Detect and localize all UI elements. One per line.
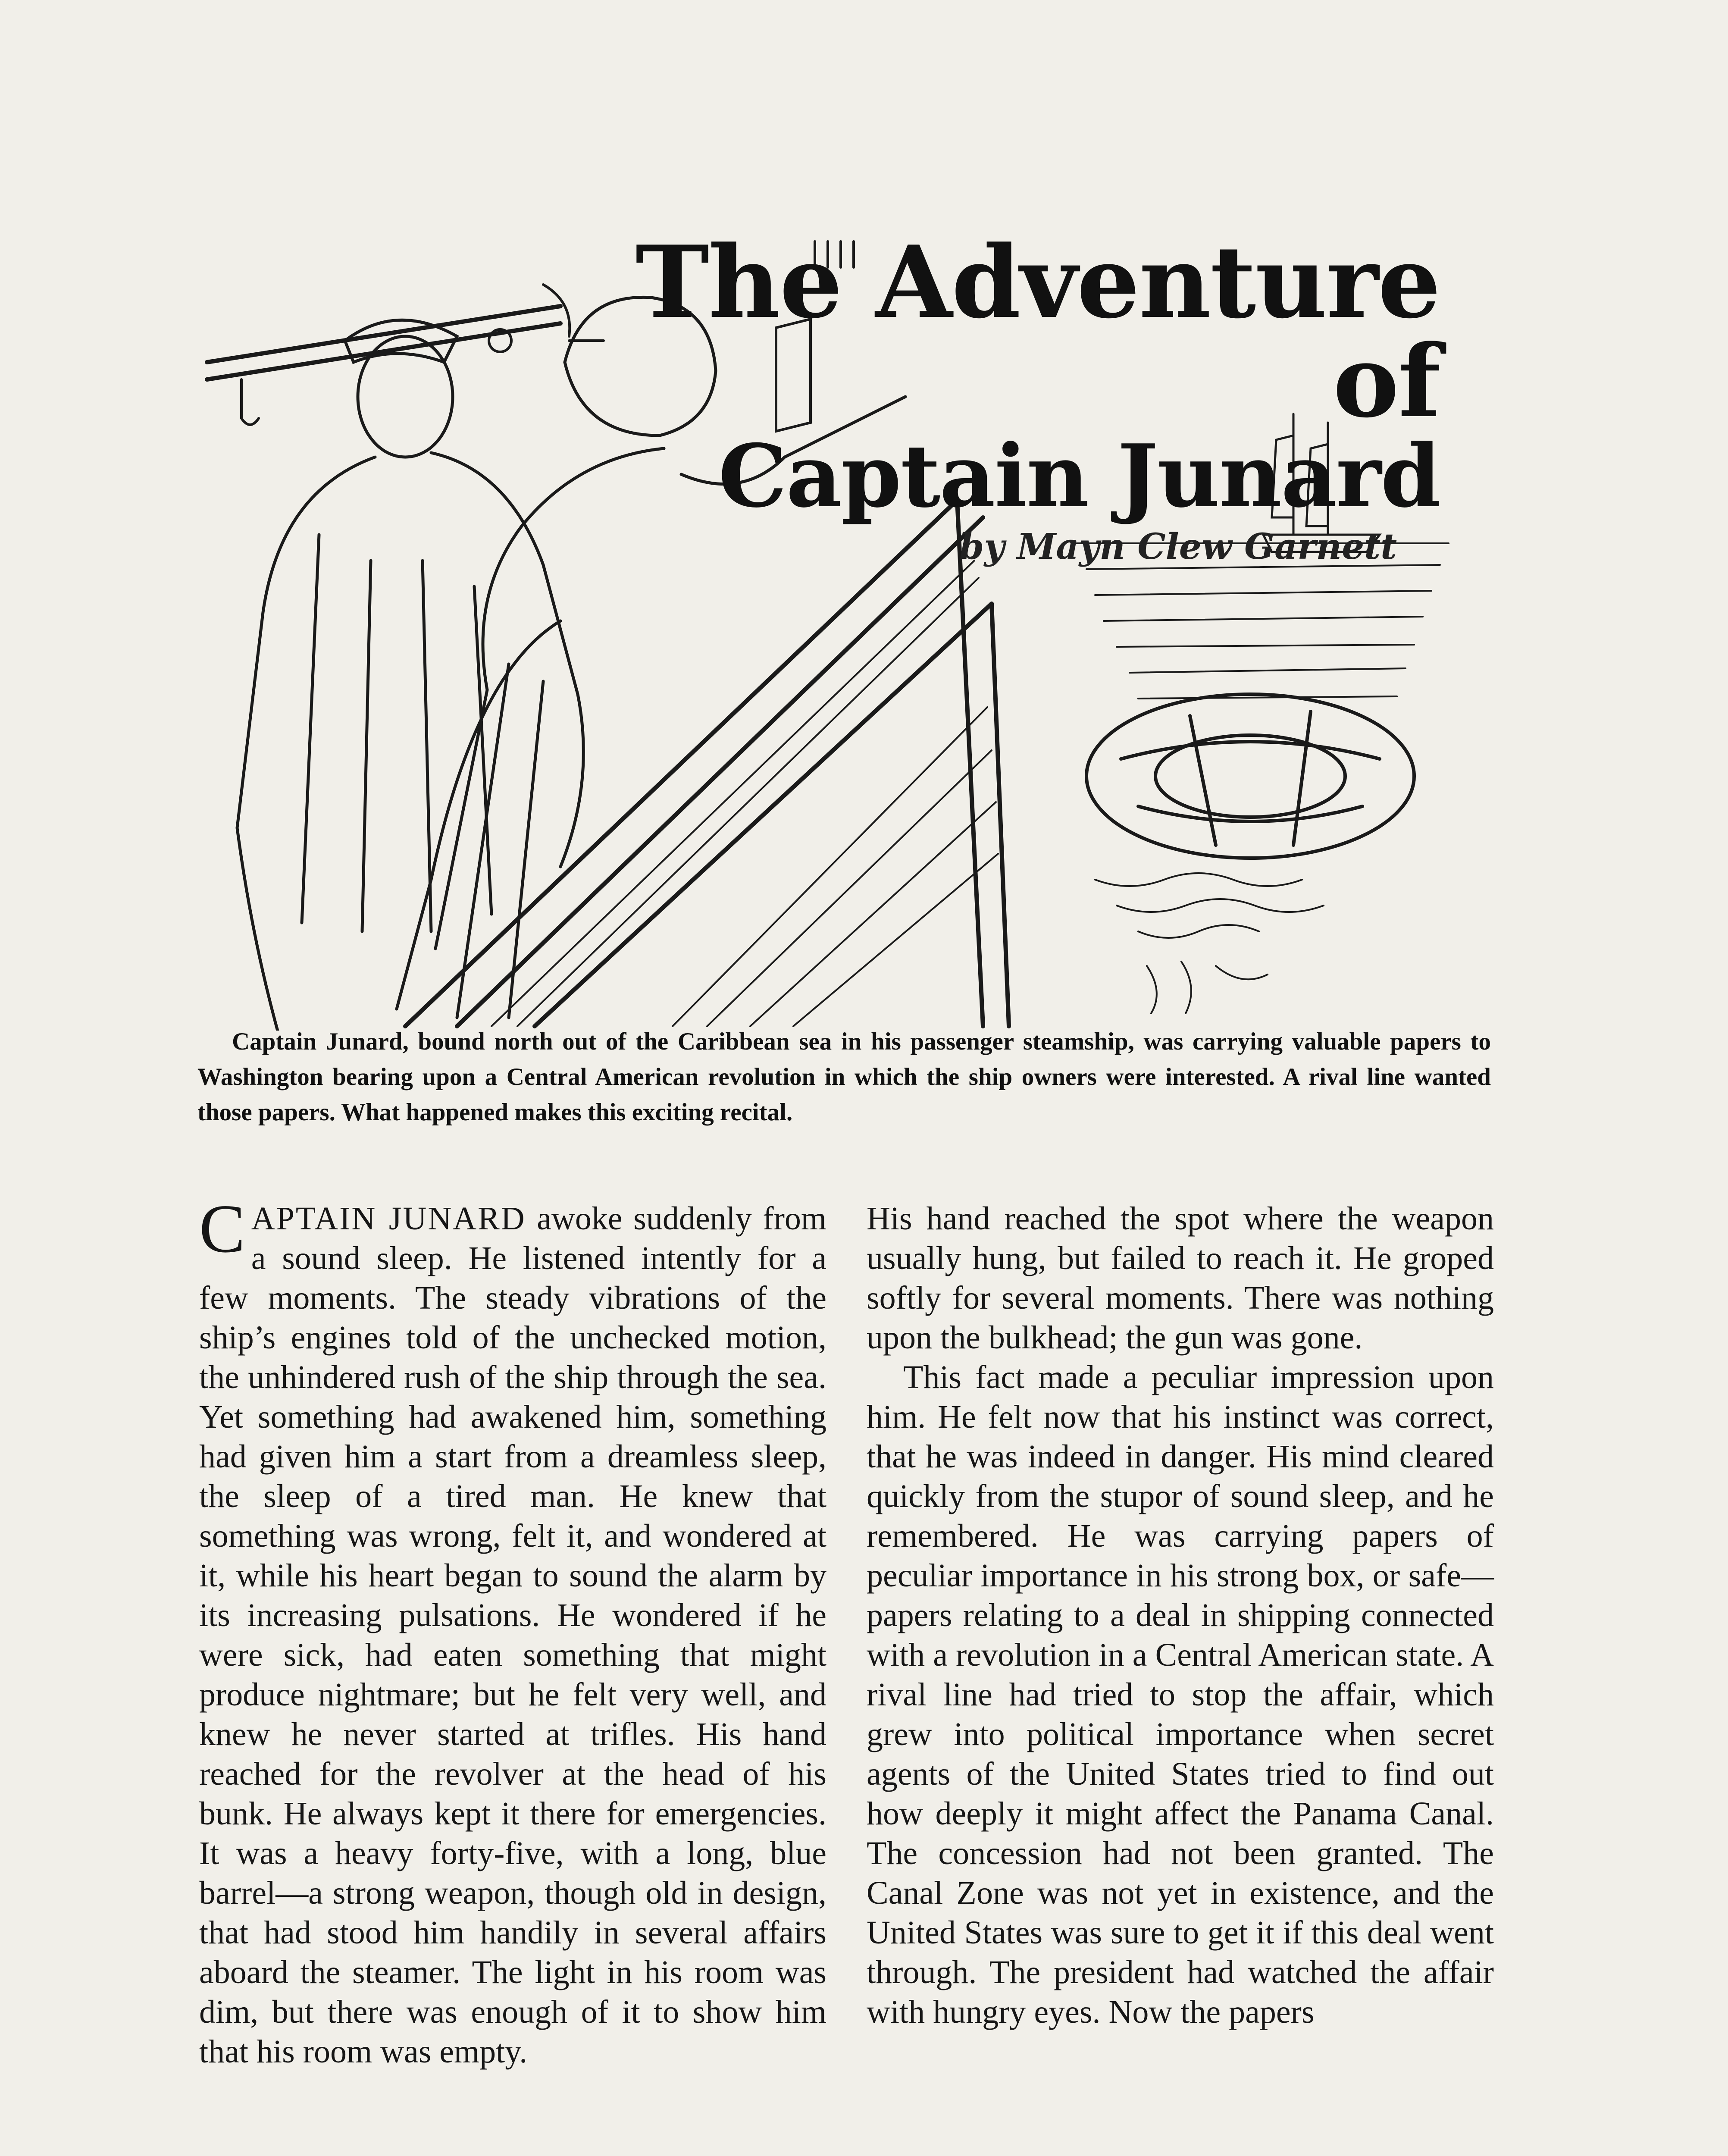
lead-caps: APTAIN JUNARD bbox=[251, 1200, 526, 1237]
title-block bbox=[560, 224, 1466, 567]
sea-lines bbox=[1074, 543, 1449, 1013]
title-line-2: Captain Junard bbox=[718, 426, 1440, 527]
life-ring bbox=[1086, 694, 1414, 858]
paragraph-text: awoke suddenly from a sound sleep. He listened intently for a few moments. The steady vibrations of the ship’s engines told of the unchecked motion, the unhindered rush of the ship through the sea. Yet something had awakened him, something had given him a start from a dreamless sleep, the sleep of a tired man. He knew that something was wrong, felt it, and wondered at it, while his heart began to sound the alarm by its increasing pulsations. He wondered if he were sick, had eaten something that might produce nightmare; but he felt very well, and knew he never started at trifles. His hand reached for the revolver at the head of his bunk. He always kept it there for emergencies. It was a heavy forty-five, with a long, blue barrel—a strong weapon, though old in design, that had stood him handily in several affairs aboard the steamer. The light in his room was dim, but there was enough of it to show him that his room was empty. bbox=[199, 1200, 827, 2070]
byline: by Mayn Clew Garnett bbox=[959, 526, 1397, 567]
paragraph: This fact made a peculiar impression upon him. He felt now that his instinct was correct, that he was indeed in danger. His mind cleared quickly from the stupor of sound sleep, and he remembered. He was carrying papers of peculiar importance in his strong box, or safe—papers relating to a deal in shipping connected with a revolution in a Central American state. A rival line had tried to stop the affair, which grew into political importance when secret agents of the United States tried to find out how deeply it might affect the Panama Canal. The concession had not been granted. The Canal Zone was not yet in existence, and the United States was sure to get it if this deal went through. The president had watched the affair with hungry eyes. Now the papers bbox=[867, 1359, 1494, 2030]
title-line-1: The Adventure of bbox=[635, 224, 1440, 440]
drop-cap: C bbox=[199, 1190, 245, 1267]
deck-hatching bbox=[491, 561, 998, 1026]
paragraph: His hand reached the spot where the weapon usually hung, but failed to reach it. He groped softly for several moments. There was nothing upon the bulkhead; the gun was gone. bbox=[867, 1200, 1494, 1356]
illustration-caption: Captain Junard, bound north out of the Caribbean sea in his passenger steamship, was carrying valuable papers to Washington bearing upon a Central American revolution in which the ship owners were interested. A rival line wanted those papers. What happened makes this exciting recital. bbox=[197, 1028, 1491, 1126]
text-column-left bbox=[199, 1190, 827, 2071]
text-column-right bbox=[867, 1199, 1494, 2032]
opening-paragraph bbox=[199, 1190, 827, 2071]
captain-figure bbox=[237, 320, 583, 1031]
